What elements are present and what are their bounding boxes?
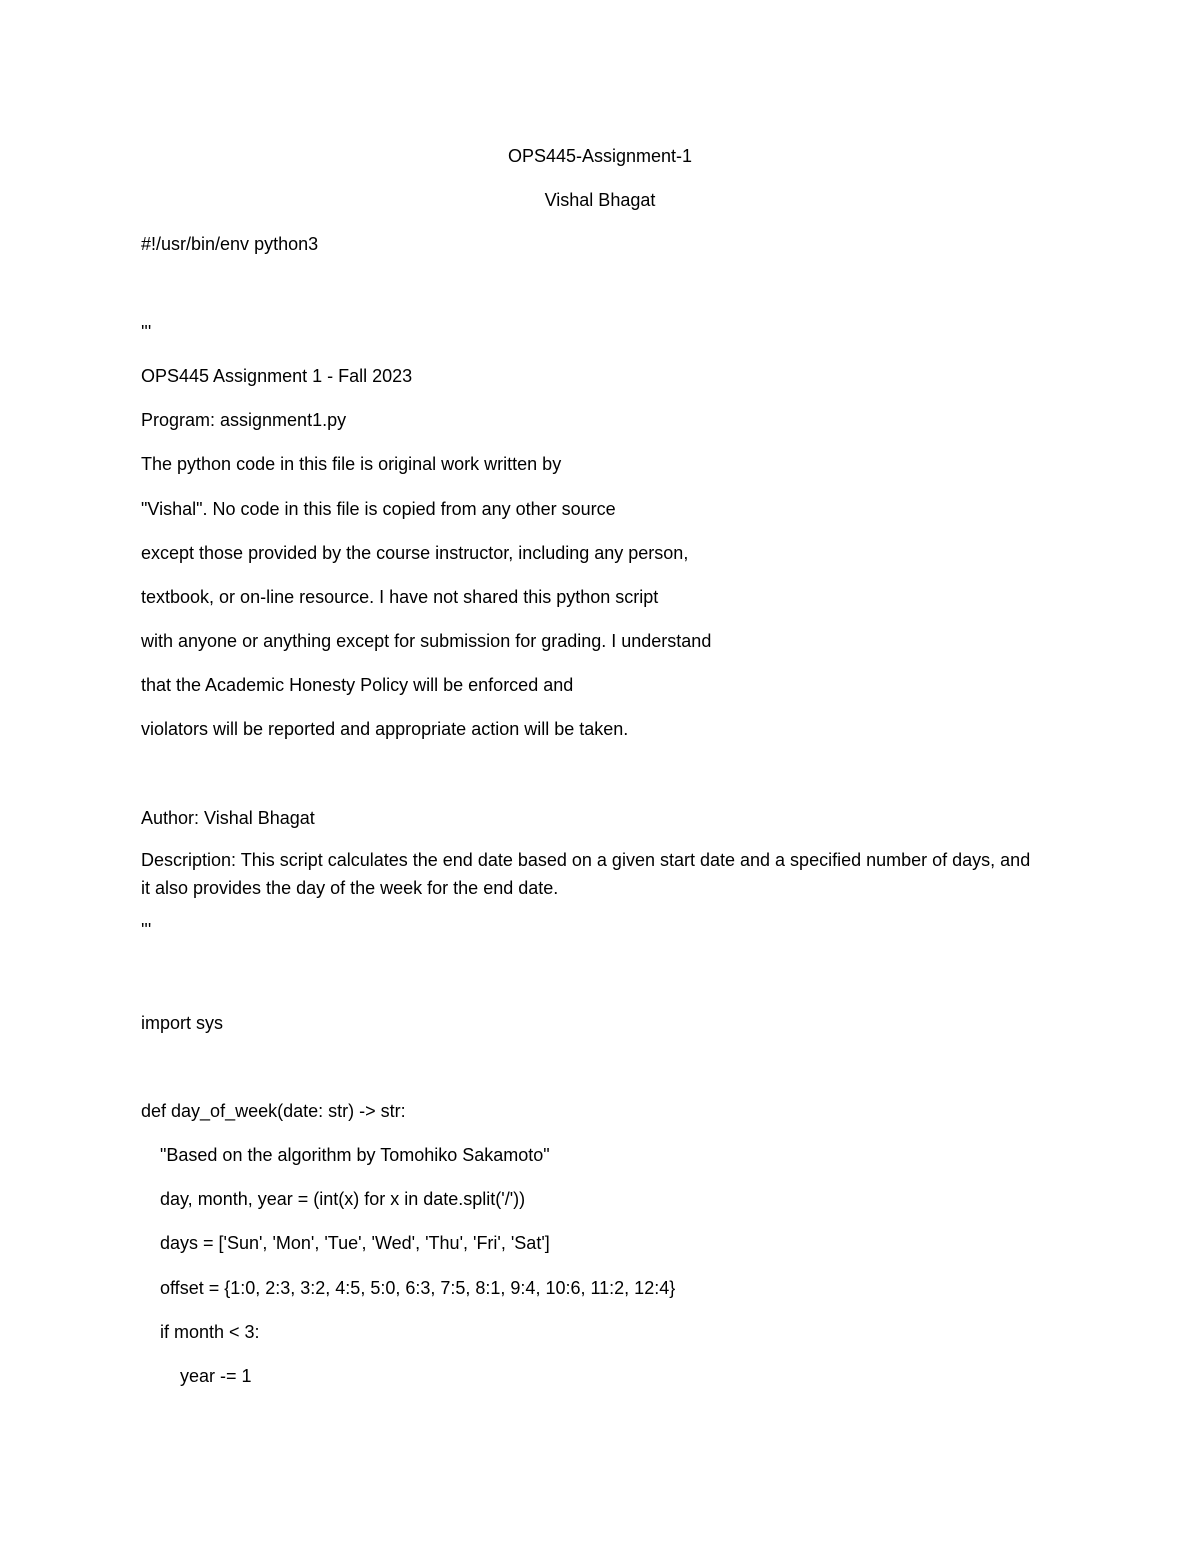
code-line: "Based on the algorithm by Tomohiko Sakamoto" [160,1145,550,1165]
docstring-open: ''' [141,322,152,342]
code-line: day, month, year = (int(x) for x in date.split('/')) [160,1189,526,1209]
shebang-line: #!/usr/bin/env python3 [141,234,319,254]
header-line: OPS445 Assignment 1 - Fall 2023 [141,366,413,386]
header-line: The python code in this file is original work written by [141,454,562,474]
author-line: Author: Vishal Bhagat [141,808,315,828]
docstring-close: ''' [141,920,152,940]
header-line: with anyone or anything except for submission for grading. I understand [141,631,712,651]
code-line: days = ['Sun', 'Mon', 'Tue', 'Wed', 'Thu', 'Fri', 'Sat'] [160,1233,550,1253]
document-author-name: Vishal Bhagat [544,190,656,210]
header-line: that the Academic Honesty Policy will be enforced and [141,675,574,695]
header-line: violators will be reported and appropriate action will be taken. [141,719,629,739]
import-line: import sys [141,1013,224,1033]
description-paragraph: Description: This script calculates the end date based on a given start date and a specified number of days, and it also provides the day of the week for the end date. [141,850,1031,898]
header-line: Program: assignment1.py [141,410,347,430]
document-title: OPS445-Assignment-1 [507,146,693,166]
code-line: def day_of_week(date: str) -> str: [141,1101,406,1121]
code-line: year -= 1 [180,1366,252,1386]
header-line: textbook, or on-line resource. I have not shared this python script [141,587,659,607]
code-line: offset = {1:0, 2:3, 3:2, 4:5, 5:0, 6:3, 7:5, 8:1, 9:4, 10:6, 11:2, 12:4} [160,1278,676,1298]
code-line: if month < 3: [160,1322,260,1342]
header-line: "Vishal". No code in this file is copied from any other source [141,499,616,519]
header-line: except those provided by the course instructor, including any person, [141,543,689,563]
